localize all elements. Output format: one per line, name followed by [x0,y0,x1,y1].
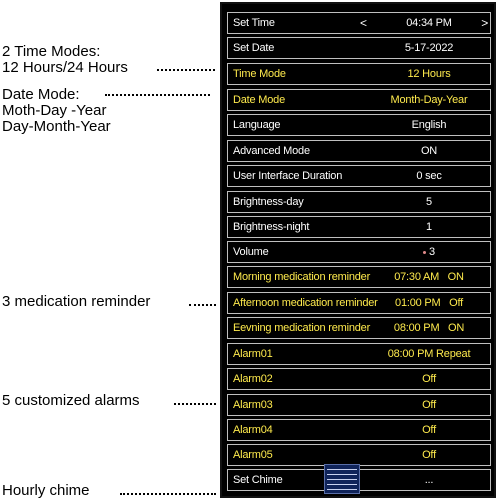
chevron-right-icon[interactable]: > [481,16,488,30]
setting-value: ... [424,474,434,486]
setting-value: 08:00 PM Repeat [387,348,471,360]
chime-label: Hourly chime [2,482,90,499]
setting-label: Set Chime [233,474,283,486]
setting-row-brightness-night[interactable] [227,216,491,238]
setting-row-alarm01[interactable] [227,343,491,365]
setting-value: 08:00 PM ON [393,322,465,334]
setting-label: Alarm03 [233,399,273,411]
alarms-callout [2,393,140,409]
leader-dots [120,493,216,495]
setting-value: 5-17-2022 [404,42,454,54]
date-mode-option-1: Moth-Day -Year [2,102,107,119]
setting-value: Month-Day-Year [390,94,468,106]
setting-label: Alarm04 [233,424,273,436]
setting-value: English [411,119,447,131]
setting-row-alarm03[interactable] [227,394,491,416]
leader-dots [105,94,210,96]
setting-row-evening-medication[interactable] [227,317,491,339]
setting-value [368,246,490,258]
cursor-dot [423,251,426,254]
settings-screen [220,2,496,498]
setting-row-set-time[interactable] [227,12,491,34]
setting-value [360,16,490,30]
leader-dots [189,304,216,306]
setting-value: 07:30 AM ON [394,271,464,283]
setting-value: 12 Hours [407,68,451,80]
setting-row-volume[interactable] [227,241,491,263]
setting-label: User Interface Duration [233,170,343,182]
setting-label: Alarm05 [233,449,273,461]
time-modes-title: 2 Time Modes: [2,43,101,60]
setting-row-alarm02[interactable] [227,368,491,390]
setting-label: Afternoon medication reminder [233,297,378,309]
setting-value: Off [422,399,436,411]
setting-row-set-date[interactable] [227,37,491,59]
leader-dots [157,69,215,71]
setting-row-brightness-day[interactable] [227,191,491,213]
setting-row-afternoon-medication[interactable] [227,292,491,314]
setting-value: 1 [426,221,432,233]
setting-label: Advanced Mode [233,145,310,157]
setting-label: Set Time [233,17,275,29]
date-mode-option-2: Day-Month-Year [2,118,111,135]
volume-value: 3 [429,246,435,258]
leader-dots [174,403,216,405]
setting-label: Brightness-night [233,221,310,233]
setting-label: Morning medication reminder [233,271,371,283]
setting-row-advanced-mode[interactable] [227,140,491,162]
setting-label: Brightness-day [233,196,304,208]
chime-callout [2,483,90,499]
setting-value: 01:00 PM Off [395,297,463,309]
setting-value: Off [422,373,436,385]
date-mode-callout [2,87,111,135]
alarms-label: 5 customized alarms [2,392,140,409]
setting-label: Date Mode [233,94,286,106]
setting-value: ON [420,145,438,157]
setting-value: 0 sec [416,170,442,182]
medication-label: 3 medication reminder [2,293,151,310]
qr-code-sticker-icon [324,464,360,494]
setting-row-alarm05[interactable] [227,444,491,466]
time-value: 04:34 PM [406,17,452,29]
setting-label: Alarm02 [233,373,273,385]
setting-label: Volume [233,246,269,258]
medication-callout [2,294,150,310]
setting-row-ui-duration[interactable] [227,165,491,187]
setting-label: Time Mode [233,68,286,80]
date-mode-title: Date Mode: [2,86,80,103]
setting-value: 5 [426,196,432,208]
time-modes-options: 12 Hours/24 Hours [2,59,128,76]
time-modes-callout [2,44,128,76]
setting-row-alarm04[interactable] [227,419,491,441]
setting-value: Off [422,449,436,461]
setting-row-date-mode[interactable] [227,89,491,111]
setting-label: Eevning medication reminder [233,322,371,334]
chevron-left-icon[interactable]: < [360,16,367,30]
setting-row-time-mode[interactable] [227,63,491,85]
setting-label: Set Date [233,42,275,54]
setting-row-morning-medication[interactable] [227,266,491,288]
setting-value: Off [422,424,436,436]
setting-label: Alarm01 [233,348,273,360]
setting-row-language[interactable] [227,114,491,136]
setting-label: Language [233,119,281,131]
